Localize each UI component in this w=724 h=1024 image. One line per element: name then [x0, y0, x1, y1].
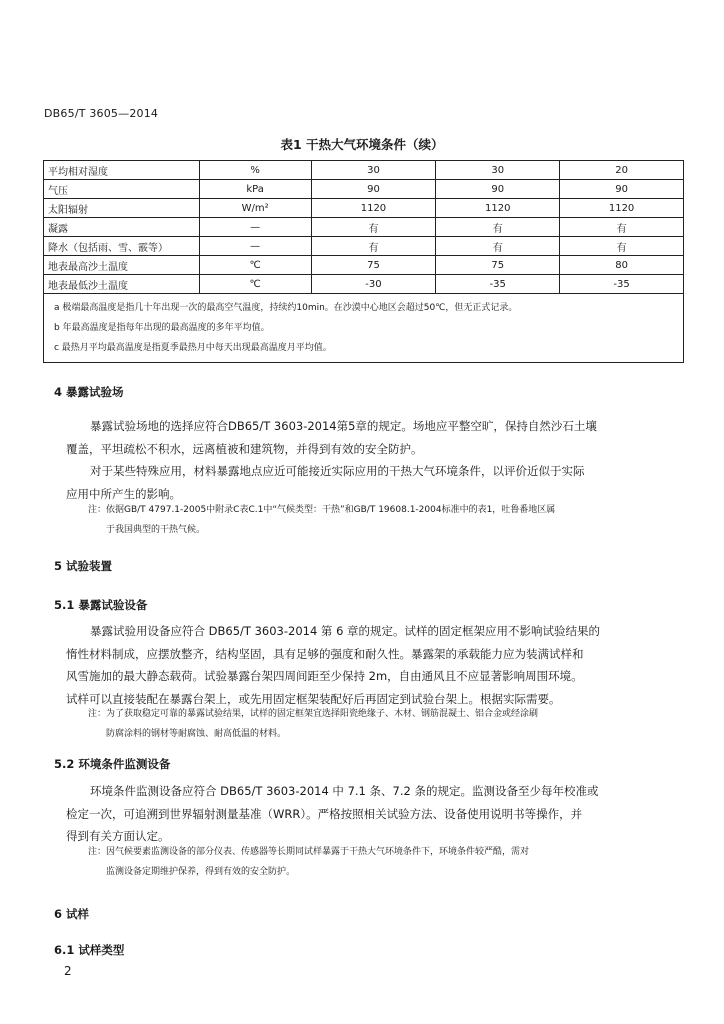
paragraph-line: 检定一次，可追溯到世界辐射测量基准（WRR）。严格按照相关试验方法、设备使用说明书等操作，并	[66, 806, 583, 821]
paragraph-line: 应用中所产生的影响。	[66, 486, 181, 501]
value-cell: 30	[311, 161, 436, 180]
note-line: 注：依据GB/T 4797.1-2005中附录C表C.1中“气候类型：干热”和GB/T 19608.1-2004标准中的表1，吐鲁番地区属	[88, 505, 556, 515]
value-cell: 80	[560, 256, 684, 275]
section-4-paragraph-1	[66, 415, 634, 460]
parameter-cell: 地表最高沙土温度	[44, 256, 200, 275]
value-cell: 90	[436, 180, 560, 199]
value-cell: 20	[560, 161, 684, 180]
note-line: 监测设备定期维护保养，得到有效的安全防护。	[106, 867, 296, 877]
paragraph-line: 暴露试验场地的选择应符合DB65/T 3603-2014第5章的规定。场地应平整空旷，保持自然沙石土壤	[90, 419, 597, 433]
table-note-c: c 最热月平均最高温度是指夏季最热月中每天出现最高温度月平均值。	[54, 343, 332, 353]
unit-cell: —	[199, 218, 311, 237]
section-5-2-note	[88, 842, 638, 882]
note-line: 于我国典型的干热气候。	[106, 525, 206, 535]
unit-cell: kPa	[199, 180, 311, 199]
table-notes-row	[44, 294, 684, 363]
paragraph-line: 风雪施加的最大静态载荷。试验暴露台架四周间距至少保持 2m，自由通风且不应显著影响周围环境。	[66, 669, 583, 683]
note-line: 注：因气候要素监测设备的部分仪表、传感器等长期同试样暴露于干热大气环境条件下，环境条件较严酷，需对	[88, 847, 530, 857]
section-5-2-heading: 5.2 环境条件监测设备	[54, 757, 171, 771]
table-row	[44, 256, 684, 275]
section-4-heading: 4 暴露试验场	[54, 385, 124, 399]
section-5-1-heading: 5.1 暴露试验设备	[54, 598, 148, 612]
paragraph-line: 暴露试验用设备应符合 DB65/T 3603-2014 第 6 章的规定。试样的固定框架应用不影响试验结果的	[90, 624, 601, 638]
paragraph-line: 试样可以直接装配在暴露台架上，或先用固定框架装配好后再固定到试验台架上。根据实际需要。	[66, 691, 561, 706]
table-note-b: b 年最高温度是指每年出现的最高温度的多年平均值。	[54, 323, 270, 333]
parameter-cell: 平均相对湿度	[44, 161, 200, 180]
table-notes-cell	[44, 294, 684, 363]
value-cell: 90	[311, 180, 436, 199]
value-cell: -35	[560, 275, 684, 294]
table-note-a: a 极端最高温度是指几十年出现一次的最高空气温度，持续约10min。在沙漠中心地区会超过50℃，但无正式记录。	[54, 303, 518, 313]
table-caption: 表1 干热大气环境条件（续）	[280, 137, 444, 152]
section-5-1-paragraph	[66, 620, 634, 710]
page-number: 2	[64, 964, 72, 978]
parameter-cell: 气压	[44, 180, 200, 199]
table-row	[44, 218, 684, 237]
section-4-note	[88, 500, 638, 540]
value-cell: 有	[560, 237, 684, 256]
paragraph-line: 对于某些特殊应用，材料暴露地点应近可能接近实际应用的干热大气环境条件，以评价近似于实际	[90, 464, 585, 478]
value-cell: 30	[436, 161, 560, 180]
table-row	[44, 237, 684, 256]
unit-cell: %	[199, 161, 311, 180]
value-cell: 有	[311, 218, 436, 237]
section-6-heading: 6 试样	[54, 907, 90, 921]
value-cell: 有	[560, 218, 684, 237]
value-cell: 1120	[560, 199, 684, 218]
value-cell: 有	[311, 237, 436, 256]
section-5-1-note	[88, 704, 638, 744]
paragraph-line: 得到有关方面认定。	[66, 829, 170, 843]
unit-cell: W/m²	[199, 199, 311, 218]
note-line: 注：为了获取稳定可靠的暴露试验结果，试样的固定框架宜选择阳瓷绝缘子、木材、钢筋混凝土、铝合金或经涂刷	[88, 709, 539, 719]
unit-cell: —	[199, 237, 311, 256]
table-row	[44, 199, 684, 218]
value-cell: 90	[560, 180, 684, 199]
value-cell: 有	[436, 237, 560, 256]
parameter-cell: 凝露	[44, 218, 200, 237]
section-6-1-heading: 6.1 试样类型	[54, 943, 125, 957]
document-id-header: DB65/T 3605—2014	[44, 107, 159, 120]
table-row	[44, 180, 684, 199]
table-row	[44, 275, 684, 294]
section-5-heading: 5 试验装置	[54, 559, 113, 573]
value-cell: 75	[311, 256, 436, 275]
note-line: 防腐涂料的钢材等耐腐蚀、耐高低温的材料。	[106, 729, 287, 739]
value-cell: 1120	[311, 199, 436, 218]
unit-cell: ℃	[199, 256, 311, 275]
section-5-2-paragraph	[66, 780, 634, 848]
value-cell: 75	[436, 256, 560, 275]
section-4-paragraph-2	[66, 460, 634, 505]
paragraph-line: 环境条件监测设备应符合 DB65/T 3603-2014 中 7.1 条、7.2 条的规定。监测设备至少每年校准或	[90, 784, 599, 798]
paragraph-line: 覆盖，平坦疏松不积水，远离植被和建筑物，并得到有效的安全防护。	[66, 441, 423, 456]
environment-conditions-table	[43, 160, 684, 363]
value-cell: -30	[311, 275, 436, 294]
parameter-cell: 地表最低沙土温度	[44, 275, 200, 294]
table-row	[44, 161, 684, 180]
parameter-cell: 太阳辐射	[44, 199, 200, 218]
unit-cell: ℃	[199, 275, 311, 294]
parameter-cell: 降水（包括雨、雪、霰等）	[44, 237, 200, 256]
value-cell: 1120	[436, 199, 560, 218]
value-cell: 有	[436, 218, 560, 237]
value-cell: -35	[436, 275, 560, 294]
paragraph-line: 惰性材料制成，应摆放整齐，结构坚固，具有足够的强度和耐久性。暴露架的承载能力应为装满试样和	[66, 646, 584, 661]
table-body	[44, 161, 684, 294]
